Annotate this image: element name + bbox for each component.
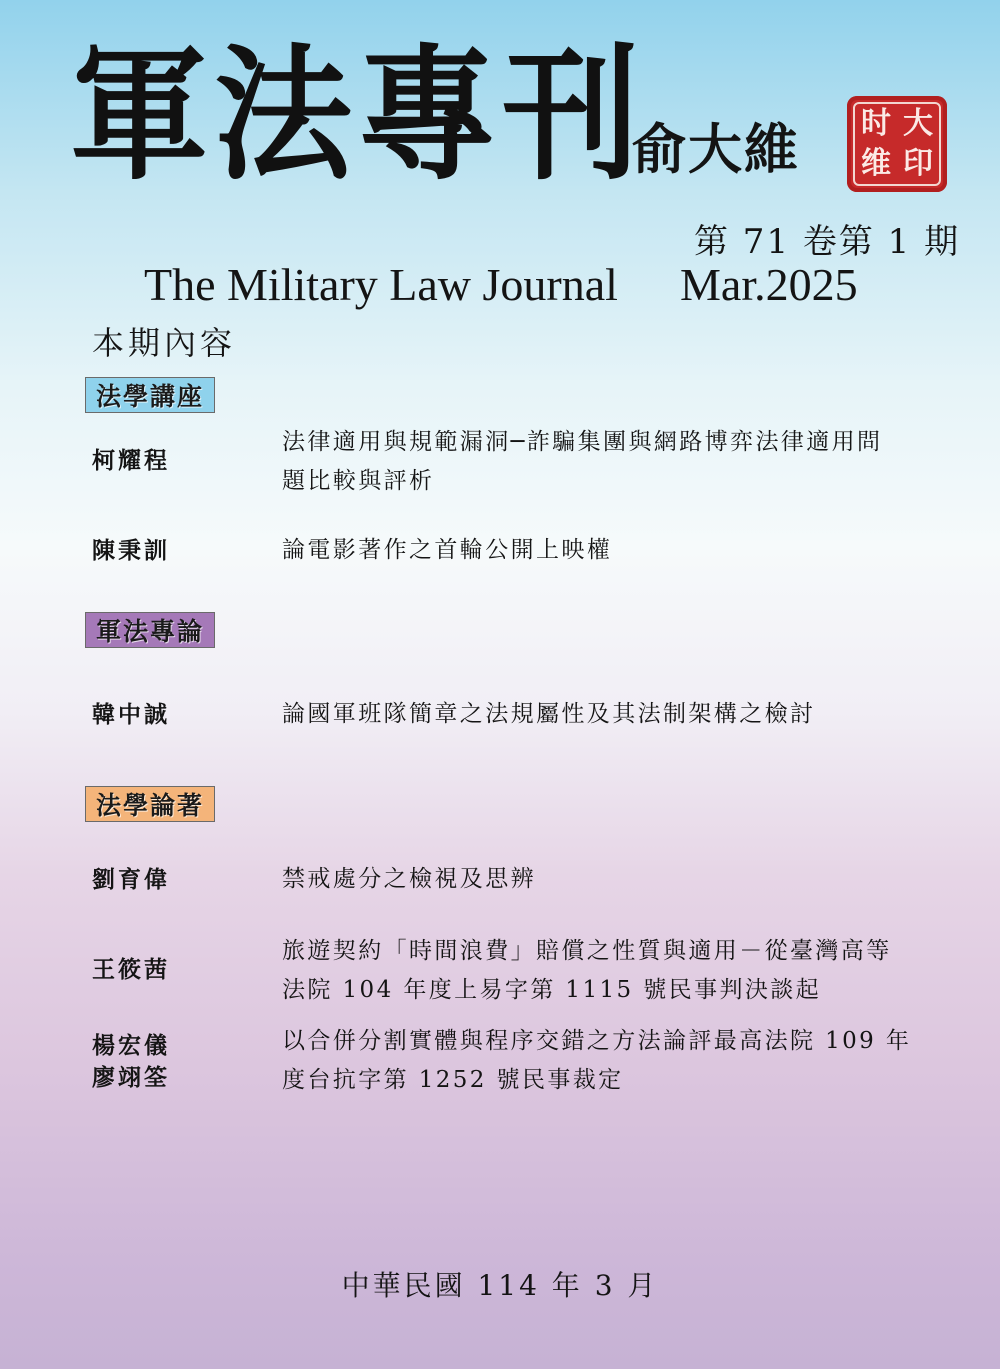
journal-title-calligraphy: 軍法專刊 xyxy=(70,28,647,201)
article-title-line: 禁戒處分之檢視及思辨 xyxy=(282,866,536,892)
article-title-line: 論電影著作之首輪公開上映權 xyxy=(282,537,613,563)
seal-char: 时 xyxy=(861,106,891,141)
author-name: 柯耀程 xyxy=(92,447,170,474)
article-title xyxy=(282,423,947,501)
author-name: 韓中誠 xyxy=(92,701,170,728)
english-title: The Military Law Journal xyxy=(144,259,618,310)
red-seal-stamp xyxy=(847,96,947,192)
author-name: 陳秉訓 xyxy=(92,537,170,564)
volume-issue: 第 71 卷第 1 期 xyxy=(694,222,961,262)
article-title xyxy=(282,1022,947,1100)
calligrapher-signature: 俞大維 xyxy=(632,117,800,181)
seal-char: 维 xyxy=(861,146,891,181)
article-title-line: 論國軍班隊簡章之法規屬性及其法制架構之檢討 xyxy=(282,701,816,727)
article-title-line: 法律適用與規範漏洞─詐騙集團與網路博弈法律適用問 xyxy=(282,429,883,455)
section-tag-lecture: 法學講座 xyxy=(85,377,215,413)
publication-date-roc: 中華民國 114 年 3 月 xyxy=(341,1269,659,1302)
article-title xyxy=(282,531,947,570)
article-title-line: 旅遊契約「時間浪費」賠償之性質與適用－從臺灣高等 xyxy=(282,938,892,964)
author-name: 楊宏儀 xyxy=(92,1032,170,1059)
article-title xyxy=(282,932,947,1010)
article-title xyxy=(282,860,947,899)
co-author-name: 廖翊筌 xyxy=(92,1064,170,1091)
seal-char: 大 xyxy=(903,106,933,141)
article-title xyxy=(282,695,947,734)
section-tag-legal-studies: 法學論著 xyxy=(85,786,215,822)
section-tag-military-law: 軍法專論 xyxy=(85,612,215,648)
author-name: 王筱茜 xyxy=(92,956,170,983)
contents-heading: 本期內容 xyxy=(92,324,237,362)
article-title-line: 題比較與評析 xyxy=(282,468,435,494)
article-title-line: 度台抗字第 1252 號民事裁定 xyxy=(282,1067,624,1093)
issue-date: Mar.2025 xyxy=(680,259,858,310)
article-title-line: 法院 104 年度上易字第 1115 號民事判決談起 xyxy=(282,977,822,1003)
seal-char: 印 xyxy=(903,146,933,181)
article-title-line: 以合併分割實體與程序交錯之方法論評最高法院 109 年 xyxy=(282,1028,912,1054)
author-name: 劉育偉 xyxy=(92,866,170,893)
